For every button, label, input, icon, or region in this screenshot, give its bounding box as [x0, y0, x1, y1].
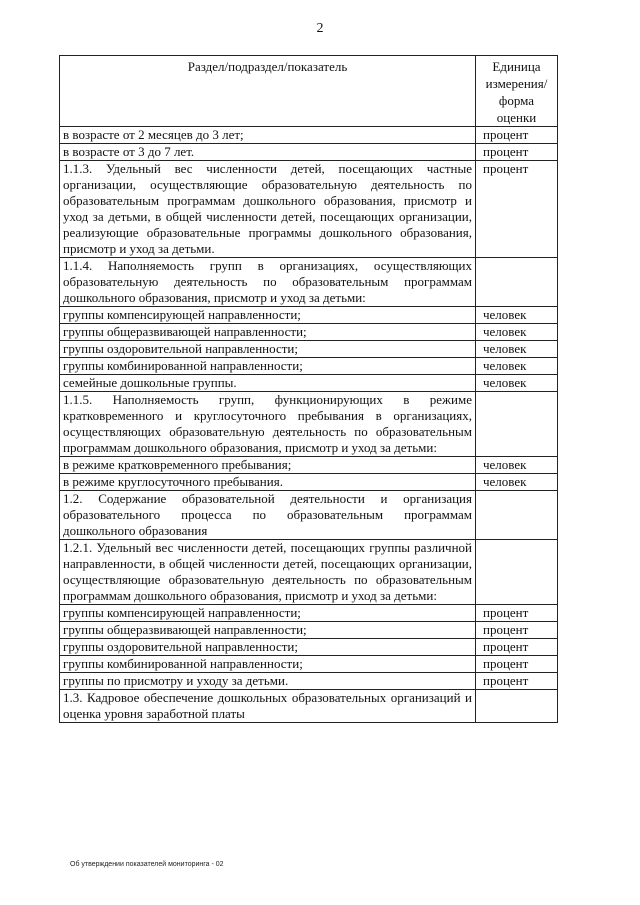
unit-cell: [476, 491, 558, 540]
page-number: 2: [316, 21, 324, 36]
unit-cell: человек: [476, 324, 558, 341]
table-row: [60, 540, 558, 605]
table-row: [60, 375, 558, 392]
table-header-row: [60, 56, 558, 127]
table-row: [60, 324, 558, 341]
indicator-cell: в режиме круглосуточного пребывания.: [60, 474, 476, 491]
unit-cell: процент: [476, 656, 558, 673]
indicator-cell: 1.1.4. Наполняемость групп в организациях, осуществляющих образовательную деятельность по образовательным программам дошкольного образования, присмотр и уход за детьми:: [60, 258, 476, 307]
unit-cell: процент: [476, 161, 558, 258]
indicator-cell: в режиме кратковременного пребывания;: [60, 457, 476, 474]
table-row: [60, 673, 558, 690]
unit-cell: [476, 540, 558, 605]
indicator-cell: в возрасте от 2 месяцев до 3 лет;: [60, 127, 476, 144]
unit-cell: человек: [476, 457, 558, 474]
table-row: [60, 656, 558, 673]
table-row: [60, 358, 558, 375]
indicators-table: [59, 55, 558, 723]
indicator-cell: группы общеразвивающей направленности;: [60, 324, 476, 341]
unit-cell: процент: [476, 639, 558, 656]
table-row: [60, 258, 558, 307]
indicator-cell: группы комбинированной направленности;: [60, 656, 476, 673]
indicator-cell: 1.2. Содержание образовательной деятельности и организация образовательного процесса по образовательным программам дошкольного образования: [60, 491, 476, 540]
table-row: [60, 161, 558, 258]
indicator-cell: семейные дошкольные группы.: [60, 375, 476, 392]
unit-cell: процент: [476, 605, 558, 622]
table-row: [60, 307, 558, 324]
unit-cell: процент: [476, 127, 558, 144]
unit-cell: [476, 392, 558, 457]
header-unit: Единица измерения/ форма оценки: [476, 56, 558, 127]
table-row: [60, 144, 558, 161]
unit-cell: человек: [476, 358, 558, 375]
unit-cell: [476, 690, 558, 723]
indicator-cell: 1.3. Кадровое обеспечение дошкольных образовательных организаций и оценка уровня заработной платы: [60, 690, 476, 723]
indicator-cell: группы оздоровительной направленности;: [60, 341, 476, 358]
indicator-cell: группы общеразвивающей направленности;: [60, 622, 476, 639]
indicator-cell: группы компенсирующей направленности;: [60, 307, 476, 324]
unit-cell: процент: [476, 673, 558, 690]
indicator-cell: группы комбинированной направленности;: [60, 358, 476, 375]
indicator-cell: 1.2.1. Удельный вес численности детей, посещающих группы различной направленности, в общей численности детей, посещающих организации, осуществляющие образовательную деятельность по образовательным программам дошкольного образования, присмотр и уход за детьми:: [60, 540, 476, 605]
document-footer: Об утверждении показателей мониторинга - 02: [70, 861, 224, 868]
indicator-cell: группы по присмотру и уходу за детьми.: [60, 673, 476, 690]
unit-cell: человек: [476, 307, 558, 324]
unit-cell: человек: [476, 341, 558, 358]
unit-cell: человек: [476, 474, 558, 491]
unit-cell: человек: [476, 375, 558, 392]
table-row: [60, 474, 558, 491]
table-row: [60, 392, 558, 457]
indicator-cell: группы компенсирующей направленности;: [60, 605, 476, 622]
header-section-indicator: Раздел/подраздел/показатель: [60, 56, 476, 127]
table-row: [60, 622, 558, 639]
table-row: [60, 127, 558, 144]
table-row: [60, 639, 558, 656]
indicator-cell: 1.1.3. Удельный вес численности детей, посещающих частные организации, осуществляющие образовательную деятельность по образовательным программам дошкольного образования, присмотр и уход за детьми, в общей численности детей, посещающих организации, реализующие образовательные программы дошкольного образования, присмотр и уход за детьми.: [60, 161, 476, 258]
indicator-cell: в возрасте от 3 до 7 лет.: [60, 144, 476, 161]
table-row: [60, 690, 558, 723]
unit-cell: процент: [476, 144, 558, 161]
indicator-cell: группы оздоровительной направленности;: [60, 639, 476, 656]
table-row: [60, 605, 558, 622]
indicator-cell: 1.1.5. Наполняемость групп, функционирующих в режиме кратковременного и круглосуточного пребывания в организациях, осуществляющих образовательную деятельность по образовательным программам дошкольного образования, присмотр и уход за детьми:: [60, 392, 476, 457]
table-row: [60, 457, 558, 474]
table-row: [60, 341, 558, 358]
table-row: [60, 491, 558, 540]
unit-cell: [476, 258, 558, 307]
unit-cell: процент: [476, 622, 558, 639]
